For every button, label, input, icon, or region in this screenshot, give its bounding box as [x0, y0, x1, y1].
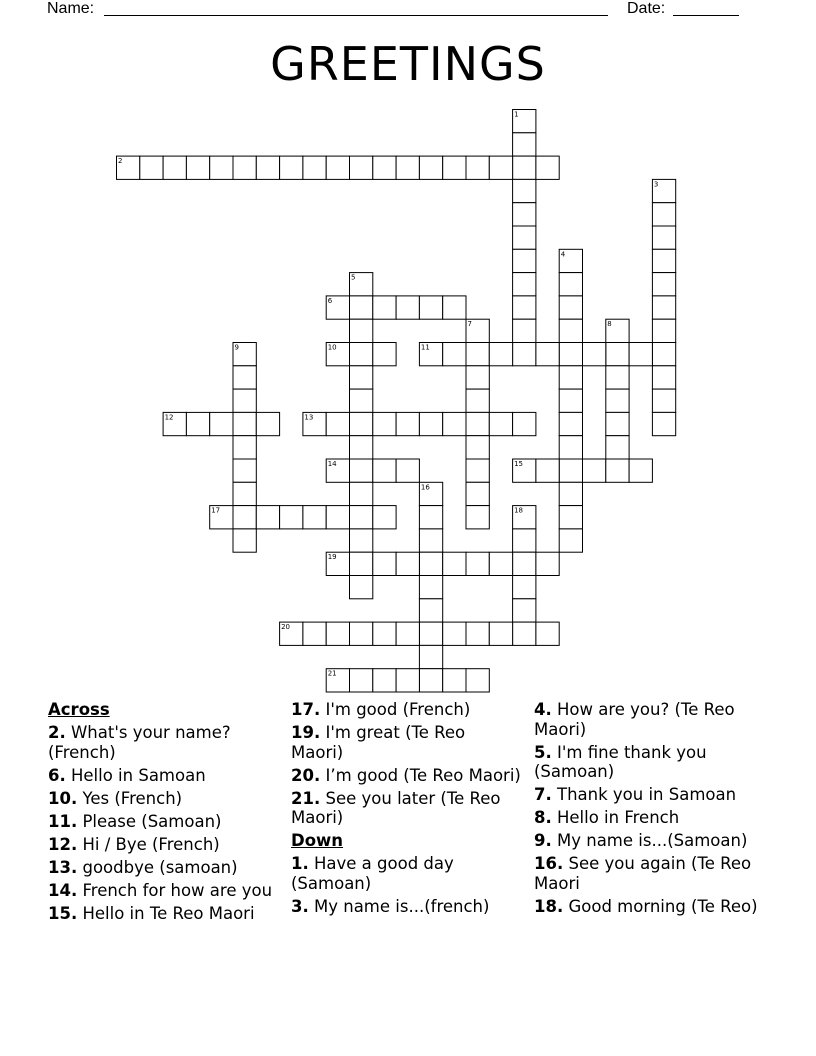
grid-cell[interactable]: [536, 622, 559, 645]
grid-cell[interactable]: [419, 296, 442, 319]
grid-cell[interactable]: [466, 459, 489, 482]
name-label: Name:: [47, 0, 95, 17]
clue-number: 15.: [48, 903, 78, 923]
clue-text: goodbye (samoan): [77, 857, 238, 877]
grid-cell[interactable]: [536, 459, 559, 482]
clue-text: Yes (French): [77, 788, 183, 808]
clue-item: [48, 789, 278, 809]
grid-cell[interactable]: [256, 156, 279, 179]
grid-cell[interactable]: [559, 273, 582, 296]
grid-cell[interactable]: [513, 599, 536, 622]
grid-cell[interactable]: [513, 552, 536, 575]
clue-item: [291, 700, 521, 720]
clue-text: French for how are you: [77, 880, 273, 900]
grid-cell[interactable]: [419, 669, 442, 692]
grid-cell[interactable]: [513, 412, 536, 435]
clue-text: My name is...(french): [308, 896, 490, 916]
clue-number-label: 5: [351, 273, 356, 282]
grid-cell[interactable]: [233, 529, 256, 552]
grid-cell[interactable]: [233, 412, 256, 435]
grid-cell[interactable]: [396, 296, 419, 319]
clue-number: 20.: [291, 765, 321, 785]
clue-number-label: 8: [607, 320, 612, 329]
grid-cell[interactable]: [513, 343, 536, 366]
clue-number: 10.: [48, 788, 78, 808]
clue-text: Hi / Bye (French): [77, 834, 220, 854]
grid-cell[interactable]: [233, 389, 256, 412]
clue-text: How are you? (Te Reo Maori): [534, 700, 735, 739]
clue-number: 13.: [48, 857, 78, 877]
grid-cell[interactable]: [419, 506, 442, 529]
grid-cell[interactable]: [256, 412, 279, 435]
grid-cell[interactable]: [559, 366, 582, 389]
clue-number: 5.: [534, 742, 552, 762]
grid-cell[interactable]: [350, 296, 373, 319]
grid-cell[interactable]: [419, 552, 442, 575]
grid-cell[interactable]: [489, 622, 512, 645]
grid-cell[interactable]: [652, 366, 675, 389]
grid-cell[interactable]: [559, 529, 582, 552]
grid-cell[interactable]: [629, 459, 652, 482]
grid-cell[interactable]: [350, 389, 373, 412]
grid-cell[interactable]: [210, 412, 233, 435]
grid-cell[interactable]: [559, 296, 582, 319]
clue-text: Hello in Te Reo Maori: [77, 903, 255, 923]
grid-cell[interactable]: [350, 412, 373, 435]
grid-cell[interactable]: [583, 343, 606, 366]
grid-cell[interactable]: [163, 156, 186, 179]
clue-number: 19.: [291, 723, 321, 742]
grid-cell[interactable]: [466, 482, 489, 505]
grid-cell[interactable]: [489, 343, 512, 366]
page-title: GREETINGS: [270, 37, 546, 91]
clue-number-label: 10: [327, 343, 337, 352]
clue-item: [48, 881, 278, 901]
grid-cell[interactable]: [350, 156, 373, 179]
grid-cell[interactable]: [652, 249, 675, 272]
clue-item: [534, 785, 769, 805]
grid-cell[interactable]: [396, 412, 419, 435]
clue-item: [48, 766, 278, 786]
clue-text: I’m good (Te Reo Maori): [320, 765, 521, 785]
grid-cell[interactable]: [373, 622, 396, 645]
grid-cell[interactable]: [606, 459, 629, 482]
grid-cell[interactable]: [606, 436, 629, 459]
grid-cell[interactable]: [652, 343, 675, 366]
grid-cell[interactable]: [396, 459, 419, 482]
grid-cell[interactable]: [419, 576, 442, 599]
clue-number: 2.: [48, 723, 66, 742]
grid-cell[interactable]: [303, 622, 326, 645]
grid-cell[interactable]: [513, 296, 536, 319]
grid-cell[interactable]: [396, 552, 419, 575]
grid-cell[interactable]: [233, 156, 256, 179]
across-heading: Across: [48, 700, 110, 719]
clue-number: 16.: [534, 854, 564, 873]
clue-number: 18.: [534, 896, 564, 916]
clue-number-label: 3: [653, 180, 659, 189]
clue-item: [48, 858, 278, 878]
grid-cell[interactable]: [350, 576, 373, 599]
grid-cell[interactable]: [233, 482, 256, 505]
grid-cell[interactable]: [443, 412, 466, 435]
grid-cell[interactable]: [396, 669, 419, 692]
grid-cell[interactable]: [513, 226, 536, 249]
grid-cell[interactable]: [489, 412, 512, 435]
grid-cell[interactable]: [466, 436, 489, 459]
clue-text: My name is...(Samoan): [551, 831, 748, 850]
clue-number-label: 6: [327, 296, 333, 305]
clue-text: I'm fine thank you (Samoan): [534, 742, 707, 781]
clue-item: [291, 789, 521, 828]
grid-cell[interactable]: [559, 436, 582, 459]
clue-number: 1.: [291, 854, 309, 873]
grid-cell[interactable]: [350, 669, 373, 692]
grid-cell[interactable]: [443, 552, 466, 575]
grid-cell[interactable]: [513, 319, 536, 342]
grid-cell[interactable]: [466, 506, 489, 529]
grid-cell[interactable]: [350, 319, 373, 342]
clue-item: [534, 808, 769, 828]
grid-cell[interactable]: [233, 506, 256, 529]
down-heading: Down: [291, 831, 344, 850]
clue-number: 11.: [48, 811, 78, 831]
grid-cell[interactable]: [186, 412, 209, 435]
grid-cell[interactable]: [373, 412, 396, 435]
clue-number-label: 4: [560, 250, 566, 259]
grid-cell[interactable]: [443, 296, 466, 319]
clue-number-label: 9: [234, 343, 239, 352]
clue-item: [534, 854, 769, 893]
grid-cell[interactable]: [513, 249, 536, 272]
clue-number: 7.: [534, 785, 552, 804]
clue-item: [291, 854, 521, 893]
clue-number-label: 19: [327, 553, 337, 562]
clue-number-label: 2: [118, 157, 123, 166]
clue-item: [291, 897, 521, 917]
clue-item: [48, 835, 278, 855]
clue-item: [291, 766, 521, 786]
grid-cell[interactable]: [373, 552, 396, 575]
grid-cell[interactable]: [559, 506, 582, 529]
grid-cell[interactable]: [652, 296, 675, 319]
grid-cell[interactable]: [652, 203, 675, 226]
grid-cell[interactable]: [559, 482, 582, 505]
grid-cell[interactable]: [419, 622, 442, 645]
grid-cell[interactable]: [606, 343, 629, 366]
grid-cell[interactable]: [303, 506, 326, 529]
grid-cell[interactable]: [186, 156, 209, 179]
grid-cell[interactable]: [256, 506, 279, 529]
grid-cell[interactable]: [396, 156, 419, 179]
clue-number: 4.: [534, 700, 552, 719]
grid-cell[interactable]: [513, 156, 536, 179]
clue-number-label: 7: [467, 320, 472, 329]
grid-cell[interactable]: [350, 343, 373, 366]
grid-cell[interactable]: [466, 343, 489, 366]
grid-cell[interactable]: [466, 389, 489, 412]
grid-cell[interactable]: [443, 669, 466, 692]
clue-text: Good morning (Te Reo): [563, 896, 758, 916]
clue-item: [48, 812, 278, 832]
grid-cell[interactable]: [443, 156, 466, 179]
grid-cell[interactable]: [466, 552, 489, 575]
grid-cell[interactable]: [513, 529, 536, 552]
grid-cell[interactable]: [629, 343, 652, 366]
clue-number: 6.: [48, 765, 66, 785]
grid-cell[interactable]: [513, 622, 536, 645]
clue-number: 3.: [291, 896, 309, 916]
clue-number-label: 17: [211, 506, 221, 515]
grid-cell[interactable]: [373, 459, 396, 482]
grid-cell[interactable]: [233, 436, 256, 459]
clue-text: Hello in Samoan: [65, 765, 206, 785]
clue-number-label: 14: [327, 460, 337, 468]
grid-cell[interactable]: [652, 273, 675, 296]
clue-number-label: 13: [304, 413, 314, 422]
grid-cell[interactable]: [419, 599, 442, 622]
clue-text: Have a good day (Samoan): [291, 854, 454, 893]
grid-cell[interactable]: [350, 529, 373, 552]
clue-column-1: [48, 700, 278, 927]
grid-cell[interactable]: [513, 203, 536, 226]
clue-number-label: 20: [281, 623, 291, 632]
grid-cell[interactable]: [373, 506, 396, 529]
grid-cell[interactable]: [373, 156, 396, 179]
grid-cell[interactable]: [559, 412, 582, 435]
grid-cell[interactable]: [350, 482, 373, 505]
clue-item: [534, 700, 769, 739]
grid-cell[interactable]: [373, 296, 396, 319]
grid-cell[interactable]: [606, 412, 629, 435]
grid-cell[interactable]: [513, 576, 536, 599]
clue-number-label: 21: [327, 669, 337, 678]
clue-item: [534, 743, 769, 782]
clue-item: [291, 723, 521, 762]
grid-cell[interactable]: [606, 389, 629, 412]
clue-text: I'm great (Te Reo Maori): [291, 723, 466, 762]
clue-item: [48, 723, 278, 762]
grid-cell[interactable]: [559, 343, 582, 366]
clue-number: 14.: [48, 880, 78, 900]
clue-item: [534, 831, 769, 851]
grid-cell[interactable]: [652, 412, 675, 435]
grid-cell[interactable]: [326, 156, 349, 179]
grid-cell[interactable]: [559, 389, 582, 412]
clue-column-3: [534, 700, 769, 920]
grid-cell[interactable]: [466, 622, 489, 645]
grid-cell[interactable]: [513, 179, 536, 202]
grid-cell[interactable]: [140, 156, 163, 179]
grid-cell[interactable]: [280, 156, 303, 179]
clue-text: Hello in French: [551, 808, 680, 827]
grid-cell[interactable]: [583, 459, 606, 482]
clue-column-2: [291, 700, 521, 920]
clue-text: See you later (Te Reo Maori): [291, 788, 501, 827]
grid-cell[interactable]: [373, 669, 396, 692]
clue-text: Thank you in Samoan: [551, 785, 737, 804]
clue-text: I'm good (French): [320, 700, 471, 719]
clue-number-label: 18: [514, 506, 524, 515]
grid-cell[interactable]: [466, 366, 489, 389]
grid-cell[interactable]: [536, 343, 559, 366]
grid-cell[interactable]: [536, 156, 559, 179]
grid-cell[interactable]: [419, 645, 442, 668]
grid-cell[interactable]: [350, 459, 373, 482]
clue-text: What's your name? (French): [48, 723, 231, 762]
grid-cell[interactable]: [443, 622, 466, 645]
grid-cell[interactable]: [350, 552, 373, 575]
grid-cell[interactable]: [373, 343, 396, 366]
grid-cell[interactable]: [443, 343, 466, 366]
grid-cell[interactable]: [350, 366, 373, 389]
grid-cell[interactable]: [419, 412, 442, 435]
grid-cell[interactable]: [652, 319, 675, 342]
grid-cell[interactable]: [489, 552, 512, 575]
grid-cell[interactable]: [396, 622, 419, 645]
clue-number: 12.: [48, 834, 78, 854]
clue-number-label: 15: [514, 460, 524, 468]
grid-cell[interactable]: [466, 669, 489, 692]
clue-item: [534, 897, 769, 917]
date-label: Date:: [627, 0, 666, 17]
grid-cell[interactable]: [466, 156, 489, 179]
grid-cell[interactable]: [513, 273, 536, 296]
clue-number-label: 11: [420, 343, 430, 352]
grid-cell[interactable]: [606, 366, 629, 389]
grid-cell[interactable]: [210, 156, 233, 179]
grid-cell[interactable]: [326, 622, 349, 645]
grid-cell[interactable]: [559, 459, 582, 482]
grid-cell[interactable]: [350, 622, 373, 645]
grid-cell[interactable]: [536, 552, 559, 575]
grid-cell[interactable]: [233, 366, 256, 389]
grid-cell[interactable]: [466, 412, 489, 435]
clue-number-label: 16: [420, 483, 430, 492]
grid-cell[interactable]: [419, 156, 442, 179]
clue-item: [48, 904, 278, 924]
clue-number-label: 1: [514, 110, 519, 119]
grid-cell[interactable]: [652, 226, 675, 249]
grid-cell[interactable]: [652, 389, 675, 412]
grid-cell[interactable]: [326, 506, 349, 529]
grid-cell[interactable]: [233, 459, 256, 482]
grid-cell[interactable]: [419, 529, 442, 552]
grid-cell[interactable]: [326, 412, 349, 435]
clue-text: Please (Samoan): [77, 811, 222, 831]
clue-number: 9.: [534, 831, 552, 850]
clue-number: 8.: [534, 808, 552, 827]
grid-cell[interactable]: [350, 506, 373, 529]
clue-number: 17.: [291, 700, 321, 719]
clue-number-label: 12: [164, 413, 174, 422]
grid-cell[interactable]: [559, 319, 582, 342]
clue-number: 21.: [291, 788, 321, 808]
grid-cell[interactable]: [513, 133, 536, 156]
grid-cell[interactable]: [350, 436, 373, 459]
grid-cell[interactable]: [489, 156, 512, 179]
grid-cell[interactable]: [280, 506, 303, 529]
clue-text: See you again (Te Reo Maori: [534, 854, 752, 893]
grid-cell[interactable]: [303, 156, 326, 179]
